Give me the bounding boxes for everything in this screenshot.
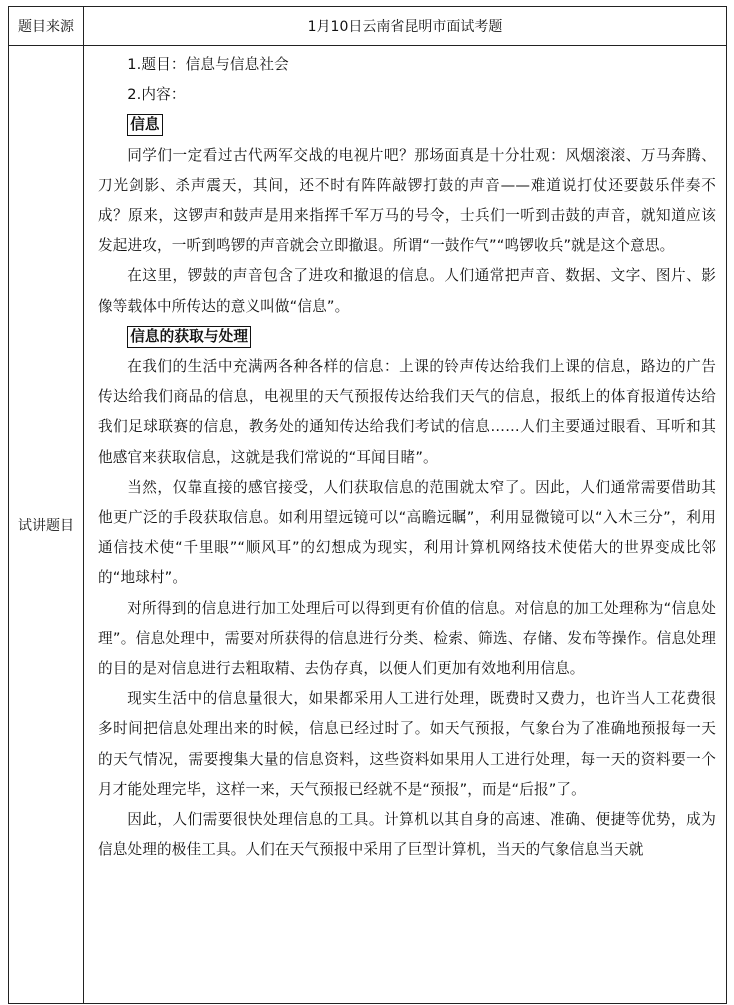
paragraph-7: 因此，人们需要很快处理信息的工具。计算机以其自身的高速、准确、便捷等优势，成为信息处理的极佳工具。人们在天气预报中采用了巨型计算机，当天的气象信息当天就 bbox=[98, 811, 716, 859]
exam-table bbox=[8, 6, 727, 1004]
heading-box: 信息的获取与处理 bbox=[127, 326, 251, 348]
topic-content bbox=[84, 46, 727, 1004]
topic-label: 试讲题目 bbox=[9, 46, 84, 1004]
section-heading-info bbox=[98, 110, 716, 140]
paragraph-3: 在我们的生活中充满两各种各样的信息：上课的铃声传达给我们上课的信息，路边的广告传达给我们商品的信息，电视里的天气预报传达给我们天气的信息，报纸上的体育报道传达给我们足球联赛的信息，教务处的通知传达给我们考试的信息……人们主要通过眼看、耳听和其他感官来获取信息，这就是我们常说的“耳闻目睹”。 bbox=[98, 358, 716, 466]
section-heading-acquire bbox=[98, 322, 716, 352]
paragraph-6: 现实生活中的信息量很大，如果都采用人工进行处理，既费时又费力，也许当人工花费很多时间把信息处理出来的时候，信息已经过时了。如天气预报，气象台为了准确地预报每一天的天气情况，需要搜集大量的信息资料，这些资料如果用人工进行处理，每一天的资料要一个月才能处理完毕，这样一来，天气预报已经就不是“预报”，而是“后报”了。 bbox=[98, 690, 716, 798]
item-1-line: 1.题目：信息与信息社会 bbox=[127, 56, 289, 73]
item-2-line: 2.内容： bbox=[127, 86, 186, 104]
document-page bbox=[8, 6, 726, 1005]
paragraph-1: 同学们一定看过古代两军交战的电视片吧？那场面真是十分壮观：风烟滚滚、万马奔腾、刀光剑影、杀声震天，其间，还不时有阵阵敲锣打鼓的声音——难道说打仗还要鼓乐伴奏不成？原来，这锣声和鼓声是用来指挥千军万马的号令，士兵们一听到击鼓的声音，就知道应该发起进攻，一听到鸣锣的声音就会立即撤退。所谓“一鼓作气”“鸣锣收兵”就是这个意思。 bbox=[98, 146, 716, 255]
source-row bbox=[9, 7, 727, 46]
paragraph-2: 在这里，锣鼓的声音包含了进攻和撤退的信息。人们通常把声音、数据、文字、图片、影像等载体中所传达的意义叫做“信息”。 bbox=[98, 267, 716, 315]
paragraph-4: 当然，仅靠直接的感官接受，人们获取信息的范围就太窄了。因此，人们通常需要借助其他更广泛的手段获取信息。如利用望远镜可以“高瞻远瞩”，利用显微镜可以“入木三分”，利用通信技术使“千里眼”“顺风耳”的幻想成为现实，利用计算机网络技术使偌大的世界变成比邻的“地球村”。 bbox=[98, 478, 716, 587]
source-value: 1月10日云南省昆明市面试考题 bbox=[84, 7, 727, 46]
source-label: 题目来源 bbox=[9, 7, 84, 46]
topic-row bbox=[9, 46, 727, 1004]
paragraph-5: 对所得到的信息进行加工处理后可以得到更有价值的信息。对信息的加工处理称为“信息处理”。信息处理中，需要对所获得的信息进行分类、检索、筛选、存储、发布等操作。信息处理的目的是对信息进行去粗取精、去伪存真，以便人们更加有效地利用信息。 bbox=[98, 599, 716, 678]
heading-box: 信息 bbox=[127, 114, 163, 136]
